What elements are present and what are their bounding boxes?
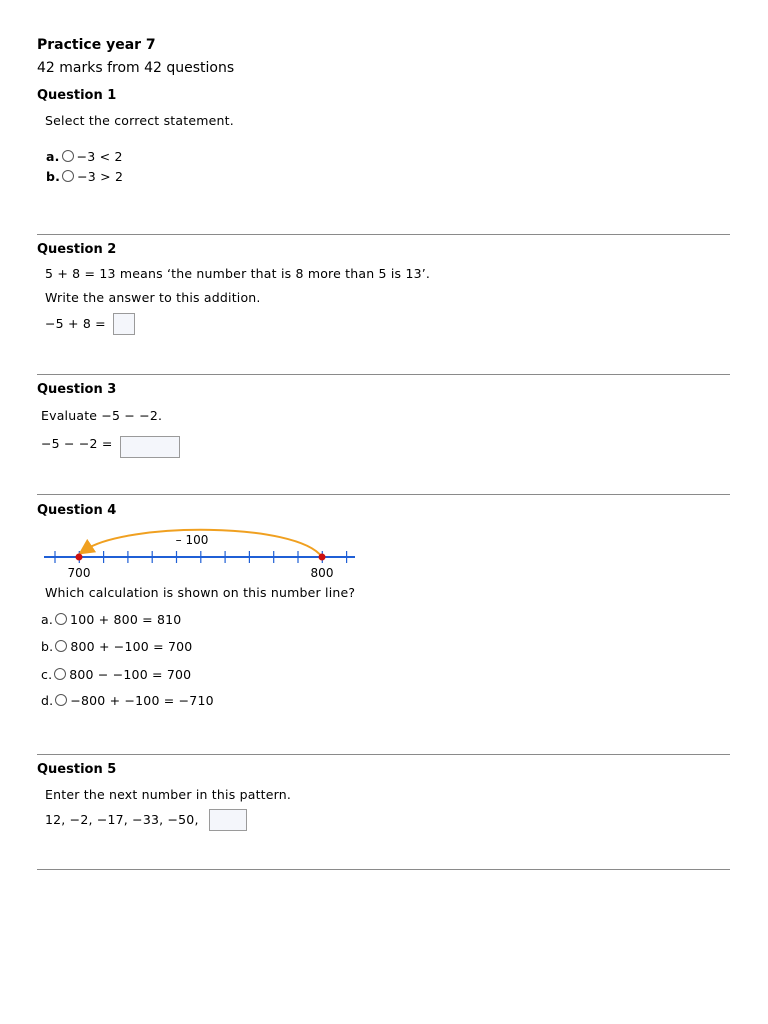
question-5-heading: Question 5 xyxy=(37,762,117,777)
question-5-prompt: Enter the next number in this pattern. xyxy=(45,787,292,802)
question-2-heading: Question 2 xyxy=(37,242,117,257)
radio-button[interactable] xyxy=(55,640,67,652)
jump-label: – 100 xyxy=(175,533,209,547)
divider xyxy=(37,494,730,495)
question-4-heading: Question 4 xyxy=(37,503,117,518)
question-5-answer-input[interactable] xyxy=(209,809,247,831)
option-text: 100 + 800 = 810 xyxy=(70,612,182,627)
radio-button[interactable] xyxy=(62,150,74,162)
page-subtitle: 42 marks from 42 questions xyxy=(37,60,235,76)
question-3-heading: Question 3 xyxy=(37,382,117,397)
radio-button[interactable] xyxy=(55,613,67,625)
question-2-statement: 5 + 8 = 13 means ‘the number that is 8 more than 5 is 13’. xyxy=(45,266,431,281)
question-4-prompt: Which calculation is shown on this number line? xyxy=(45,585,356,600)
question-5-sequence: 12, −2, −17, −33, −50, xyxy=(45,812,199,827)
radio-button[interactable] xyxy=(54,668,66,680)
end-point xyxy=(319,554,326,561)
question-4-option-b[interactable] xyxy=(41,639,192,654)
question-4-option-a[interactable] xyxy=(41,612,181,627)
option-text: 800 − −100 = 700 xyxy=(69,667,192,682)
question-1-option-b[interactable] xyxy=(46,169,123,184)
number-line-label-700: 700 xyxy=(67,566,91,580)
divider xyxy=(37,374,730,375)
option-text: 800 + −100 = 700 xyxy=(70,639,193,654)
option-text: −3 < 2 xyxy=(76,149,123,164)
question-4-option-d[interactable] xyxy=(41,693,214,708)
question-3-equation: −5 − −2 = xyxy=(41,436,113,451)
option-letter: b. xyxy=(46,169,61,184)
option-letter: a. xyxy=(41,612,54,627)
question-2-equation: −5 + 8 = xyxy=(45,316,106,331)
question-4-option-c[interactable] xyxy=(41,667,191,682)
question-2-answer-input[interactable] xyxy=(113,313,135,335)
question-2-instruction: Write the answer to this addition. xyxy=(45,290,261,305)
option-letter: d. xyxy=(41,693,54,708)
number-line-label-800: 800 xyxy=(310,566,334,580)
option-letter: c. xyxy=(41,667,53,682)
radio-button[interactable] xyxy=(62,170,74,182)
question-3-prompt: Evaluate −5 − −2. xyxy=(41,408,163,423)
option-text: −3 > 2 xyxy=(77,169,124,184)
question-3-answer-input[interactable] xyxy=(120,436,180,458)
page-title: Practice year 7 xyxy=(37,37,156,53)
divider xyxy=(37,234,730,235)
radio-button[interactable] xyxy=(55,694,67,706)
divider xyxy=(37,754,730,755)
start-point xyxy=(76,554,83,561)
divider xyxy=(37,869,730,870)
option-letter: b. xyxy=(41,639,54,654)
question-1-option-a[interactable] xyxy=(46,149,123,164)
question-1-heading: Question 1 xyxy=(37,88,117,103)
option-text: −800 + −100 = −710 xyxy=(70,693,214,708)
number-line-diagram xyxy=(37,520,367,584)
question-1-prompt: Select the correct statement. xyxy=(45,113,234,128)
option-letter: a. xyxy=(46,149,60,164)
